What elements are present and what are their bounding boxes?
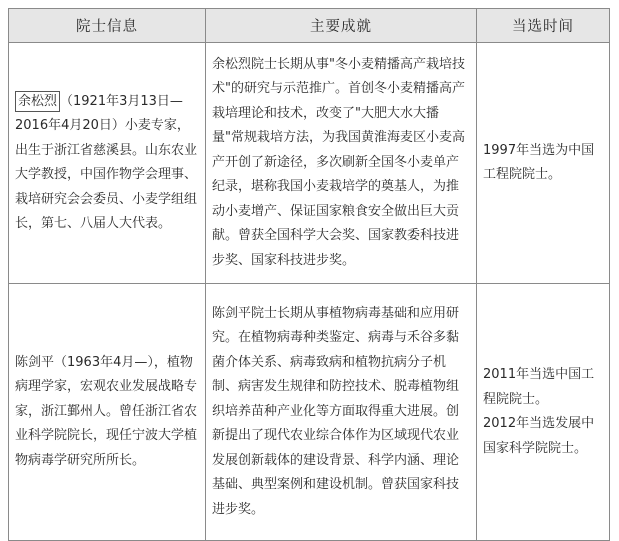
header-elected: 当选时间 [477, 9, 610, 43]
table-row [9, 284, 610, 541]
header-achievement: 主要成就 [206, 9, 477, 43]
academician-name: 余松烈 [15, 91, 60, 112]
table-row [9, 43, 610, 284]
elected-text: 2012年当选发展中国家科学院院士。 [483, 416, 595, 456]
header-info: 院士信息 [9, 9, 206, 43]
academician-name: 陈剑平 [15, 354, 55, 370]
elected-cell [477, 284, 610, 541]
achievement-cell: 余松烈院士长期从事"冬小麦精播高产栽培技术"的研究与示范推广。首创冬小麦精播高产栽培理论和技术，改变了"大肥大水大播量"常规栽培方法，为我国黄淮海麦区小麦高产开创了新途径，多次刷新全国冬小麦单产纪录，堪称我国小麦栽培学的奠基人，为推动小麦增产、保证国家粮食安全做出巨大贡献。曾获全国科学大会奖、国家教委科技进步奖、国家科技进步奖。 [206, 43, 477, 284]
academician-table [8, 8, 610, 541]
elected-text: 2011年当选中国工程院院士。 [483, 367, 595, 407]
table-header-row [9, 9, 610, 43]
academician-bio: （1963年4月—），植物病理学家，宏观农业发展战略专家，浙江鄞州人。曾任浙江省农业科学院院长，现任宁波大学植物病毒学研究所所长。 [15, 354, 198, 468]
achievement-cell: 陈剑平院士长期从事植物病毒基础和应用研究。在植物病毒种类鉴定、病毒与禾谷多黏菌介体关系、病毒致病和植物抗病分子机制、病害发生规律和防控技术、脱毒植物组织培养苗种产业化等方面取得重大进展。创新提出了现代农业综合体作为区域现代农业发展创新载体的建设背景、科学内涵、理论基础、典型案例和建设机制。曾获国家科技进步奖。 [206, 284, 477, 541]
info-cell [9, 43, 206, 284]
academician-bio: （1921年3月13日—2016年4月20日）小麦专家，出生于浙江省慈溪县。山东农业大学教授，中国作物学会理事、栽培研究会会委员、小麦学组组长，第七、八届人大代表。 [15, 93, 198, 231]
elected-cell [477, 43, 610, 284]
info-cell [9, 284, 206, 541]
elected-text: 1997年当选为中国工程院院士。 [483, 142, 595, 182]
